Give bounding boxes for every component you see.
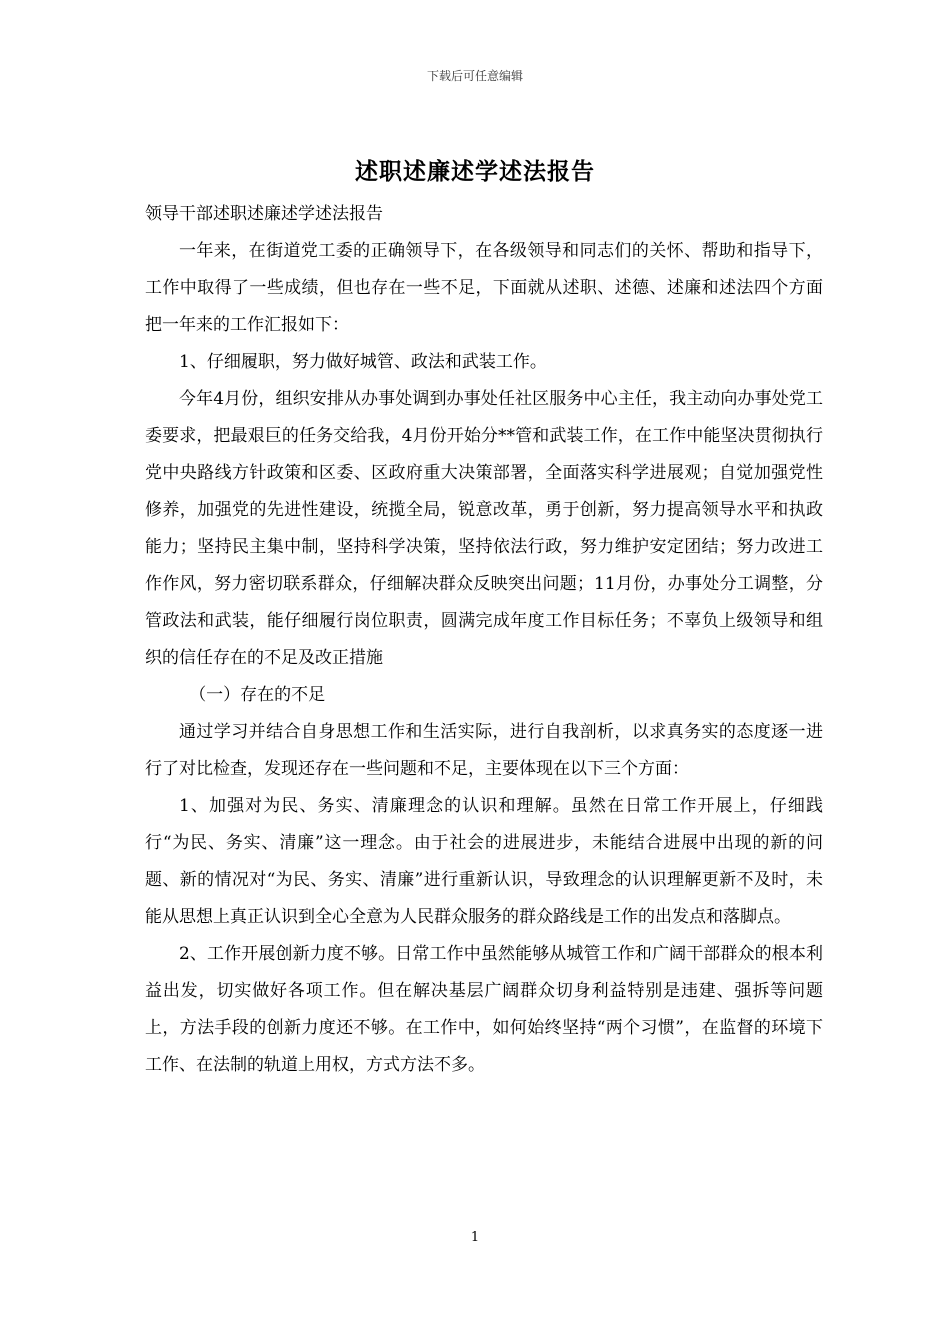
document-subtitle: 领导干部述职述廉述学述法报告: [145, 204, 383, 224]
paragraph-intro: 一年来，在街道党工委的正确领导下，在各级领导和同志们的关怀、帮助和指导下，工作中取得了一些成绩，但也存在一些不足，下面就从述职、述德、述廉和述法四个方面把一年来的工作汇报如下：: [145, 241, 823, 335]
paragraph-point-2: 2、工作开展创新力度不够。日常工作中虽然能够从城管工作和广阔干部群众的根本利益出发，切实做好各项工作。但在解决基层广阔群众切身利益特别是违建、强拆等问题上，方法手段的创新力度还不够。在工作中，如何始终坚持“两个习惯”，在监督的环境下工作、在法制的轨道上用权，方式方法不多。: [145, 944, 823, 1075]
section-heading-1: 1、仔细履职，努力做好城管、政法和武装工作。: [179, 352, 547, 372]
paragraph-duties: 今年4月份，组织安排从办事处调到办事处任社区服务中心主任，我主动向办事处党工委要求，把最艰巨的任务交给我，4月份开始分**管和武装工作，在工作中能坚决贯彻执行党中央路线方针政策和区委、区政府重大决策部署，全面落实科学进展观；自觉加强党性修养，加强党的先进性建设，统揽全局，锐意改革，勇于创新，努力提高领导水平和执政能力；坚持民主集中制，坚持科学决策，坚持依法行政，努力维护安定团结；努力改进工作作风，努力密切联系群众，仔细解决群众反映突出问题；11月份，办事处分工调整，分管政法和武装，能仔细履行岗位职责，圆满完成年度工作目标任务；不辜负上级领导和组织的信任存在的不足及改正措施: [145, 389, 823, 668]
page-number: 1: [470, 1230, 480, 1245]
document-title: 述职述廉述学述法报告: [355, 158, 595, 185]
paragraph-self-analysis: 通过学习并结合自身思想工作和生活实际，进行自我剖析，以求真务实的态度逐一进行了对比检查，发现还存在一些问题和不足，主要体现在以下三个方面：: [145, 722, 823, 779]
header-note: 下载后可任意编辑: [426, 69, 523, 83]
document-body: [145, 196, 823, 1084]
paragraph-point-1: 1、加强对为民、务实、清廉理念的认识和理解。虽然在日常工作开展上，仔细践行“为民、务实、清廉”这一理念。由于社会的进展进步，未能结合进展中出现的新的问题、新的情况对“为民、务实、清廉”进行重新认识，导致理念的认识理解更新不及时，未能从思想上真正认识到全心全意为人民群众服务的群众路线是工作的出发点和落脚点。: [145, 796, 823, 927]
subsection-heading: （一）存在的不足: [189, 685, 326, 705]
